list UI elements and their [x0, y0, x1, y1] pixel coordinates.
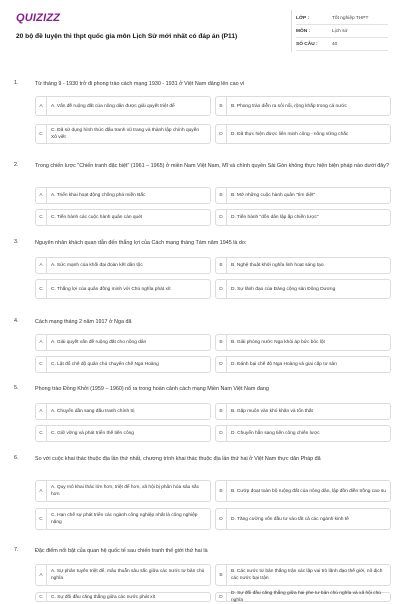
option-letter: D [216, 426, 227, 441]
option-c[interactable] [35, 592, 211, 602]
option-text: D. Tiến hành "dồn dân lập ấp chiến lược" [231, 215, 319, 220]
question-text: Trong chiến lược "Chiến tranh đặc biệt" (1961 – 1965) ở miền Nam Việt Nam, Mĩ và chính quyền Sài Gòn không thực hiện biện pháp nào dưới đây? [35, 163, 389, 169]
option-b[interactable] [215, 257, 391, 274]
header-divider [291, 10, 292, 52]
option-text: D. Tăng cường vốn đầu tư vào tất cả các ngành kinh tế [231, 516, 349, 522]
option-d[interactable] [215, 592, 391, 602]
option-b[interactable] [215, 334, 391, 351]
option-b[interactable] [215, 187, 391, 204]
option-letter: A [36, 404, 47, 419]
option-a[interactable] [35, 403, 211, 420]
option-letter: C [36, 210, 47, 225]
meta-value: Lịch sử [332, 28, 348, 34]
question-text: Cách mạng tháng 2 năm 1917 ở Nga đã [35, 319, 132, 325]
question-text: Nguyên nhân khách quan dẫn đến thắng lợi của Cách mạng tháng Tám năm 1945 là do: [35, 240, 247, 246]
worksheet-meta [296, 12, 388, 51]
question-number: 5. [14, 385, 19, 391]
option-letter: D [216, 280, 227, 298]
meta-row-grade [296, 12, 388, 25]
option-letter: B [216, 404, 227, 419]
option-letter: A [36, 97, 47, 115]
option-letter: D [216, 210, 227, 225]
option-text: A. Quy mô khai thác lớn hơn, triệt để hơn, xã hội bị phân hóa sâu sắc hơn [51, 485, 200, 497]
option-text: B. Mở những cuộc hành quân "tìm diệt" [231, 193, 316, 198]
option-text: C. Giữ vững và phát triển thế tiến công [51, 431, 134, 436]
meta-key: LỚP : [296, 15, 310, 21]
worksheet-header [0, 0, 400, 62]
question-number: 4. [14, 318, 19, 324]
option-text: C. Lật đổ chế độ quân chủ chuyên chế Nga Hoàng [51, 362, 159, 367]
option-c[interactable] [35, 425, 211, 442]
question-number: 6. [14, 455, 19, 461]
quizizz-logo[interactable]: QUIZIZZ [16, 12, 61, 24]
option-c[interactable] [35, 356, 211, 373]
meta-value: 40 [332, 41, 338, 47]
option-letter: C [36, 125, 47, 143]
option-b[interactable] [215, 403, 391, 420]
question-number: 7. [14, 547, 19, 553]
question-text: Đặc điểm nổi bật của quan hệ quốc tế sau chiến tranh thế giới thứ hai là [35, 548, 208, 554]
option-b[interactable] [215, 564, 391, 586]
question-text: Từ tháng 9 - 1930 trở đi phong trào cách mạng 1930 - 1931 ở Việt Nam dâng lên cao vì [35, 81, 245, 87]
option-letter: B [216, 565, 227, 585]
option-a[interactable] [35, 480, 211, 502]
option-c[interactable] [35, 279, 211, 299]
option-a[interactable] [35, 257, 211, 274]
option-text: C. Sự đối đầu căng thẳng giữa các nước phát xít [51, 594, 156, 600]
option-text: C. Tiến hành các cuộc hành quân càn quét [51, 215, 143, 220]
meta-key: SỐ CÂU : [296, 41, 318, 47]
question-number: 1. [14, 80, 19, 86]
option-text: C. Hạn chế sự phát triển các ngành công nghiệp nhất là công nghiệp nặng [51, 513, 198, 525]
option-text: B. Nghệ thuật khởi nghĩa linh hoạt sáng tạo [231, 263, 324, 268]
option-letter: D [216, 509, 227, 529]
option-letter: A [36, 481, 47, 501]
option-letter: A [36, 188, 47, 203]
option-letter: A [36, 258, 47, 273]
option-a[interactable] [35, 187, 211, 204]
option-d[interactable] [215, 356, 391, 373]
option-text: B. Giải phóng nước Nga khỏi áp bức bóc lột [231, 340, 325, 345]
option-text: D. Đã thực hiện được liên minh công - nông vững chắc [231, 131, 349, 137]
option-c[interactable] [35, 209, 211, 226]
option-a[interactable] [35, 334, 211, 351]
option-d[interactable] [215, 425, 391, 442]
option-letter: D [216, 357, 227, 372]
option-text: D. Sự đối đầu căng thẳng giữa hai phe tư bản chủ nghĩa và xã hội chủ nghĩa [231, 591, 381, 603]
option-text: A. Sức mạnh của khối đại đoàn kết dân tộc [51, 263, 143, 268]
option-letter: B [216, 97, 227, 115]
meta-row-count [296, 38, 388, 51]
option-text: A. Triển khai hoạt động chống phá miền Bắc [51, 193, 146, 198]
option-text: B. Phong trào diễn ra sôi nổi, rộng khắp trong cả nước [231, 103, 347, 109]
option-letter: C [36, 509, 47, 529]
question-number: 2. [14, 162, 19, 168]
page-title: 20 bộ đề luyện thi thpt quốc gia môn Lịch Sử mới nhất có đáp án (P11) [16, 33, 238, 40]
option-text: A. Vấn đề ruộng đất của nông dân được giải quyết triệt để [51, 103, 175, 109]
option-letter: B [216, 188, 227, 203]
option-c[interactable] [35, 124, 211, 144]
option-text: C. Đã sử dụng hình thức đấu tranh vũ trang và thành lập chính quyền Xô viết [51, 128, 200, 140]
option-text: B. Gặp muôn vàn khó khăn và tổn thất [231, 409, 313, 414]
option-d[interactable] [215, 124, 391, 144]
option-text: D. Sự lãnh đạo của Đảng cộng sản Đông Dương [231, 286, 336, 292]
option-d[interactable] [215, 209, 391, 226]
meta-value: Tốt nghiệp THPT [332, 15, 369, 21]
option-letter: B [216, 335, 227, 350]
option-d[interactable] [215, 508, 391, 530]
option-letter: C [36, 357, 47, 372]
option-c[interactable] [35, 508, 211, 530]
option-text: D. Chuyển hẳn sang tiến công chiến lược [231, 431, 320, 436]
option-b[interactable] [215, 96, 391, 116]
option-letter: D [216, 125, 227, 143]
meta-key: MÔN : [296, 28, 311, 34]
option-letter: B [216, 481, 227, 501]
option-letter: C [36, 426, 47, 441]
question-text: So với cuộc khai thác thuộc địa lần thứ nhất, chương trình khai thác thuộc địa lần thứ hai ở Việt Nam thực dân Pháp đã [35, 456, 321, 462]
option-text: A. Giải quyết vấn đề ruộng đất cho nông dân [51, 340, 147, 345]
meta-row-subject [296, 25, 388, 38]
option-a[interactable] [35, 96, 211, 116]
option-text: D. Đánh bại chế độ Nga Hoàng và giai cấp tư sản [231, 362, 337, 367]
option-text: C. Thắng lợi của quân đồng minh với Chủ nghĩa phát xít [51, 286, 171, 292]
option-letter: B [216, 258, 227, 273]
option-letter: A [36, 335, 47, 350]
option-text: A. Sự phân tuyến triệt để, mâu thuẫn sâu sắc giữa các nước tư bản chủ nghĩa [51, 569, 205, 581]
option-text: A. Chuyển dần sang đấu tranh chính trị [51, 409, 135, 414]
option-letter: C [36, 280, 47, 298]
question-text: Phong trào Đồng Khởi (1959 – 1960) nổ ra trong hoàn cảnh cách mạng Miền Nam Việt Nam đang [35, 386, 269, 392]
option-letter: D [216, 593, 227, 601]
option-b[interactable] [215, 480, 391, 502]
option-text: B. Cướp đoạt toàn bộ ruộng đất của nông dân, lập đồn điền trồng cao su [231, 488, 386, 494]
question-number: 3. [14, 239, 19, 245]
option-a[interactable] [35, 564, 211, 586]
option-text: B. Các nước tư bản thắng trận xác lập vai trò lãnh đạo thế giới, nô dịch các nước bại trận [231, 569, 383, 581]
option-letter: C [36, 593, 47, 601]
option-d[interactable] [215, 279, 391, 299]
option-letter: A [36, 565, 47, 585]
